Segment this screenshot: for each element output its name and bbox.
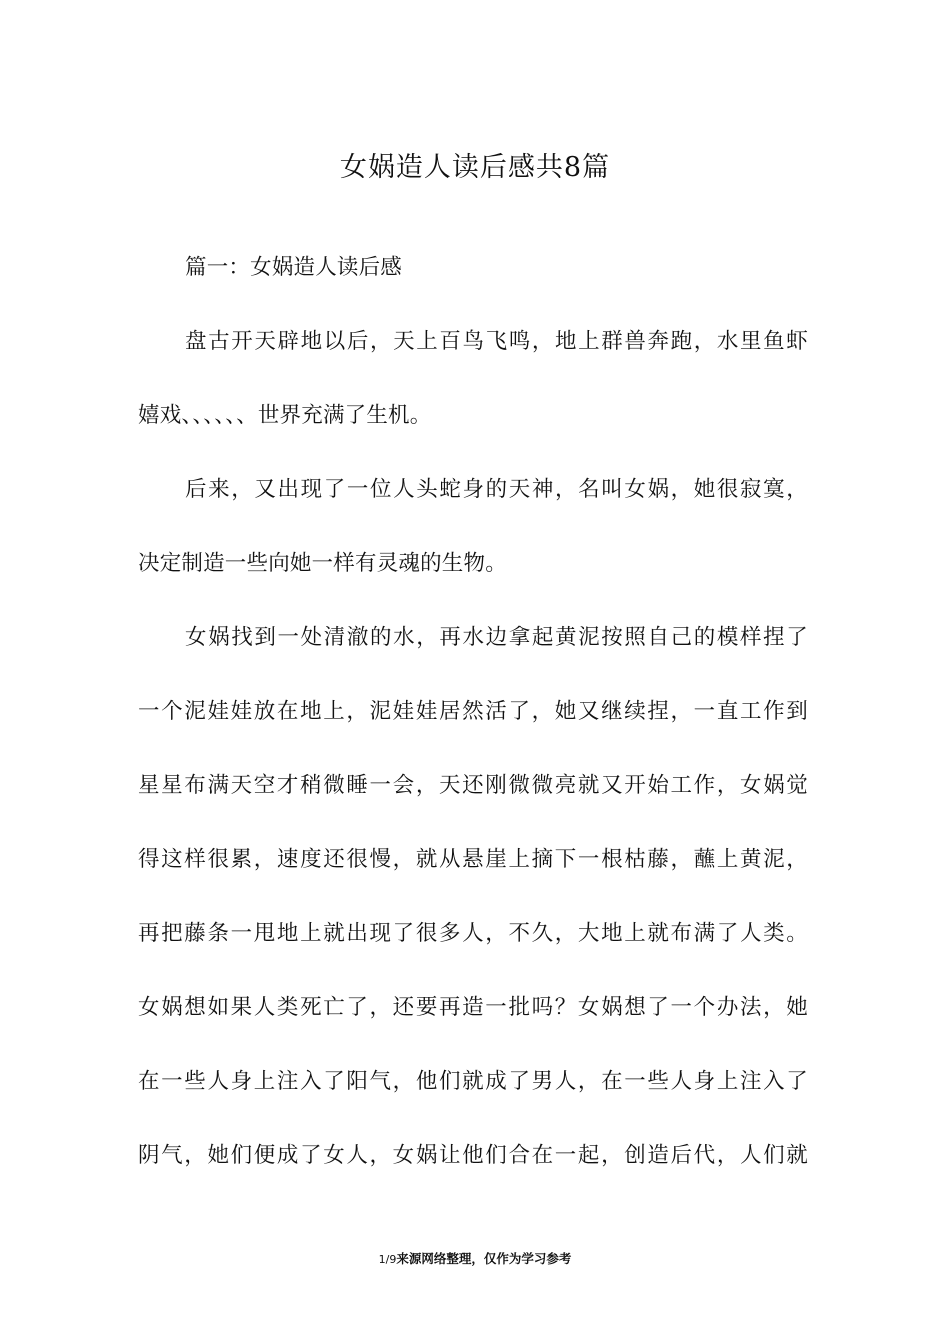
paragraph-line: 星星布满天空才稍微睡一会，天还刚微微亮就又开始工作，女娲觉 bbox=[138, 773, 808, 798]
footer-note: 来源网络整理，仅作为学习参考 bbox=[396, 1251, 572, 1266]
paragraph-line: 女娲想如果人类死亡了，还要再造一批吗？女娲想了一个办法，她 bbox=[138, 995, 808, 1020]
paragraph-line: 决定制造一些向她一样有灵魂的生物。 bbox=[138, 551, 507, 576]
paragraph-line: 一个泥娃娃放在地上，泥娃娃居然活了，她又继续捏，一直工作到 bbox=[138, 699, 808, 724]
page-footer bbox=[0, 1250, 950, 1269]
section-heading: 篇一：女娲造人读后感 bbox=[185, 255, 403, 280]
paragraph-line: 女娲找到一处清澈的水，再水边拿起黄泥按照自己的模样捏了 bbox=[185, 625, 808, 650]
paragraph-line: 嬉戏、、、、、、世界充满了生机。 bbox=[138, 403, 432, 428]
paragraph-line: 阴气，她们便成了女人，女娲让他们合在一起，创造后代，人们就 bbox=[138, 1143, 808, 1168]
paragraph-line: 在一些人身上注入了阳气，他们就成了男人，在一些人身上注入了 bbox=[138, 1069, 808, 1094]
paragraph-line: 得这样很累，速度还很慢，就从悬崖上摘下一根枯藤，蘸上黄泥， bbox=[138, 847, 808, 872]
document-title: 女娲造人读后感共8篇 bbox=[339, 152, 611, 183]
page-number: 1/9 bbox=[378, 1253, 397, 1266]
paragraph-line: 盘古开天辟地以后，天上百鸟飞鸣，地上群兽奔跑，水里鱼虾 bbox=[185, 329, 808, 354]
paragraph-line: 再把藤条一甩地上就出现了很多人，不久，大地上就布满了人类。 bbox=[138, 921, 808, 946]
paragraph-line: 后来，又出现了一位人头蛇身的天神，名叫女娲，她很寂寞， bbox=[185, 477, 808, 502]
